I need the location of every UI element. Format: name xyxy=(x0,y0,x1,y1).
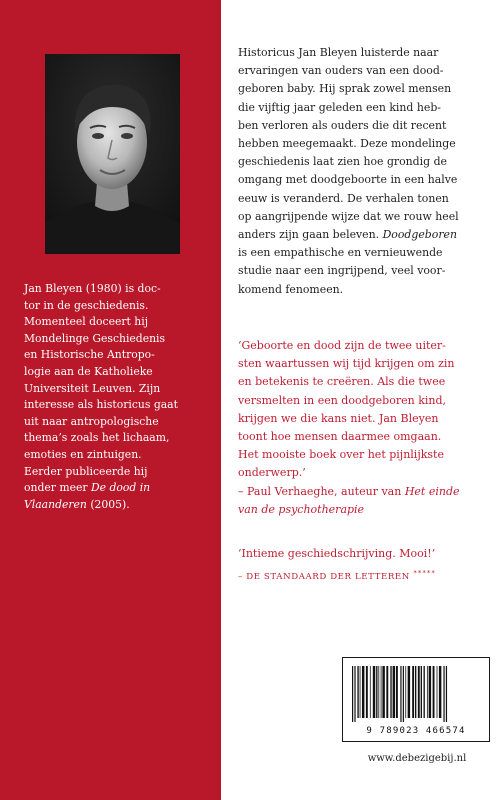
description-line: is een empathische en vernieuwende xyxy=(238,246,443,260)
barcode-bar xyxy=(352,666,353,722)
barcode-bar xyxy=(427,666,428,718)
bio-line: en Historische Antropo- xyxy=(24,348,155,362)
barcode-bar xyxy=(362,666,364,718)
barcode-bar xyxy=(378,666,379,718)
barcode-bar xyxy=(381,666,382,718)
isbn-barcode xyxy=(342,657,490,742)
book-title-italic: Doodgeboren xyxy=(382,228,458,242)
barcode-bar xyxy=(370,666,371,718)
bio-line: Universiteit Leuven. Zijn xyxy=(24,381,161,395)
barcode-bar xyxy=(408,666,410,718)
barcode-bars xyxy=(350,666,484,722)
review-quote-2 xyxy=(238,545,500,586)
publisher-url[interactable]: www.debezigebij.nl xyxy=(367,753,467,764)
attribution-book: van de psychotherapie xyxy=(238,502,365,516)
quote-line: sten waartussen wij tijd krijgen om zin xyxy=(238,357,455,371)
barcode-bar xyxy=(382,666,384,718)
bio-line: tor in de geschiedenis. xyxy=(24,298,149,312)
barcode-bar xyxy=(366,666,368,718)
barcode-bar xyxy=(443,666,444,722)
quote2-text: ‘Intieme geschiedschrijving. Mooi!’ xyxy=(238,547,436,560)
quote-attribution xyxy=(238,483,500,501)
quote-line: krijgen we die kans niet. Jan Bleyen xyxy=(238,411,439,425)
description-line: geschiedenis laat zien hoe grondig de xyxy=(238,155,447,169)
quote2-source-line xyxy=(238,564,500,587)
barcode-bar xyxy=(437,666,438,718)
red-panel xyxy=(0,0,221,800)
quote-line: onderwerp.’ xyxy=(238,466,306,480)
isbn-number: 9 789023 466574 xyxy=(366,726,466,736)
description-line: die vijftig jaar geleden een kind heb- xyxy=(238,100,441,114)
barcode-bar xyxy=(439,666,441,718)
description-line: eeuw is veranderd. De verhalen tonen xyxy=(238,191,449,205)
quote-line: toont hoe mensen daarmee omgaan. xyxy=(238,430,442,444)
quote-line: Het mooiste boek over het pijnlijkste xyxy=(238,448,444,462)
bio-text: onder meer xyxy=(24,481,91,495)
barcode-bar xyxy=(393,666,395,718)
bio-book-title: Vlaanderen xyxy=(24,497,87,511)
barcode-bar xyxy=(357,666,358,718)
barcode-bar xyxy=(376,666,377,718)
quote-line: ‘Geboorte en dood zijn de twee uiter- xyxy=(238,339,446,352)
barcode-bar xyxy=(418,666,420,718)
quote-line: versmelten in een doodgeboren kind, xyxy=(238,393,446,407)
book-description xyxy=(238,44,500,299)
description-line: komend fenomeen. xyxy=(238,282,344,296)
barcode-bar xyxy=(424,666,425,718)
barcode-bar xyxy=(412,666,414,718)
description-line: ervaringen van ouders van een dood- xyxy=(238,64,444,78)
bio-line: Momenteel doceert hij xyxy=(24,315,149,329)
quote-attribution-cont xyxy=(238,501,500,519)
barcode-bar xyxy=(400,666,401,722)
bio-line: Mondelinge Geschiedenis xyxy=(24,331,166,345)
review-quote xyxy=(238,337,500,519)
barcode-bar xyxy=(433,666,435,718)
description-line: op aangrijpende wijze dat we rouw heel xyxy=(238,209,459,223)
barcode-bar xyxy=(415,666,416,718)
bio-line: Eerder publiceerde hij xyxy=(24,464,148,478)
barcode-bar xyxy=(403,666,404,722)
bio-line: emoties en zintuigen. xyxy=(24,447,142,461)
description-line xyxy=(238,226,500,244)
author-photo xyxy=(45,54,180,254)
barcode-bar xyxy=(405,666,406,718)
quote2-source: – DE STANDAARD DER LETTEREN xyxy=(238,571,410,582)
description-line: Historicus Jan Bleyen luisterde naar xyxy=(238,46,439,59)
author-bio xyxy=(24,281,202,513)
barcode-bar xyxy=(446,666,447,722)
description-line: ben verloren als ouders die dit recent xyxy=(238,118,447,132)
bio-line xyxy=(24,480,202,497)
barcode-bar xyxy=(373,666,375,718)
barcode-bar xyxy=(396,666,398,718)
barcode-bar xyxy=(390,666,391,718)
bio-book-year: (2005). xyxy=(86,497,130,511)
bio-line: interesse als historicus gaat xyxy=(24,398,178,412)
barcode-bar xyxy=(354,666,355,722)
description-line: hebben meegemaakt. Deze mondelinge xyxy=(238,137,456,151)
rating-stars: ***** xyxy=(413,568,436,577)
description-line: geboren baby. Hij sprak zowel mensen xyxy=(238,82,452,96)
attribution-text: – Paul Verhaeghe, auteur van xyxy=(238,484,405,498)
barcode-bar xyxy=(429,666,431,718)
description-text: anders zijn gaan beleven. xyxy=(238,228,383,242)
bio-line xyxy=(24,497,202,514)
barcode-bar xyxy=(421,666,422,718)
quote-line: en betekenis te creëren. Als die twee xyxy=(238,375,446,389)
bio-line: Jan Bleyen (1980) is doc- xyxy=(24,282,161,295)
barcode-bar xyxy=(386,666,388,718)
bio-line: logie aan de Katholieke xyxy=(24,364,153,378)
attribution-book: Het einde xyxy=(404,484,460,498)
description-line: studie naar een ingrijpend, veel voor- xyxy=(238,264,446,278)
description-line: omgang met doodgeboorte in een halve xyxy=(238,173,458,187)
bio-book-title: De dood in xyxy=(90,481,151,495)
bio-line: uit naar antropologische xyxy=(24,414,159,428)
bio-line: thema’s zoals het lichaam, xyxy=(24,431,170,445)
barcode-bar xyxy=(360,666,361,718)
